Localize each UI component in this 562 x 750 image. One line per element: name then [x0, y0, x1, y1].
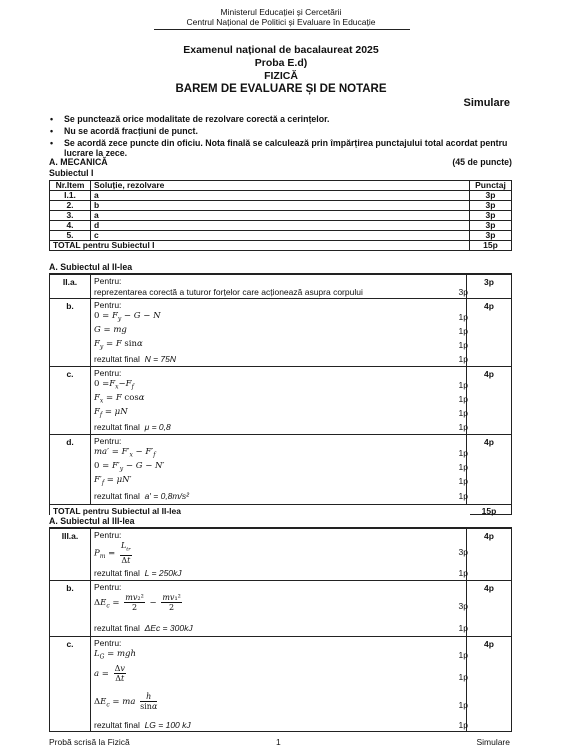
col-header-item: Nr.Item: [50, 181, 91, 191]
subiect3-label: A. Subiectul al III-lea: [49, 516, 135, 526]
formula: $F'_f = \mu N'$: [94, 475, 132, 487]
pentru-label: Pentru:: [94, 368, 122, 378]
footer-right: Simulare: [476, 737, 510, 747]
final-result: rezultat final ΔEc = 300kJ: [94, 623, 193, 633]
step-points: 1p: [458, 700, 468, 710]
pentru-label: Pentru:: [94, 276, 122, 286]
item-points: 3p: [470, 221, 512, 231]
ministry-name: Ministerul Educației și Cercetării: [220, 7, 342, 17]
section-a-label: A. MECANICĂ: [49, 157, 108, 167]
subiect1-label: Subiectul I: [49, 168, 94, 178]
step-points: 1p: [458, 354, 468, 364]
item-row-3b: [50, 580, 511, 636]
step-points: 1p: [458, 720, 468, 730]
item-id: 2.: [50, 201, 91, 211]
final-result: rezultat final LG = 100 kJ: [94, 720, 191, 730]
step-points: 1p: [458, 491, 468, 501]
item-answer: a: [91, 211, 470, 221]
center-name: Centrul Național de Politici și Evaluare în Educație: [186, 17, 376, 27]
footer-left: Probă scrisă la Fizică: [49, 737, 130, 747]
total-points: 15p: [481, 506, 497, 516]
item-points: 3p: [470, 231, 512, 241]
item-id: b.: [66, 583, 74, 593]
formula: G = mg: [94, 325, 127, 335]
item-row-3a: [50, 528, 511, 580]
step-points: 1p: [458, 672, 468, 682]
step-points: 3p: [458, 287, 468, 297]
table-row: [50, 221, 512, 231]
total-label: TOTAL pentru Subiectul al II-lea: [53, 506, 181, 516]
item-id: b.: [66, 301, 74, 311]
section-a-points: (45 de puncte): [452, 157, 512, 167]
item-points: 3p: [470, 201, 512, 211]
item-id: c.: [66, 369, 74, 379]
step-points: 1p: [458, 462, 468, 472]
table-row: [50, 191, 512, 201]
exam-title: Examenul național de bacalaureat 2025: [183, 44, 379, 56]
step-points: 1p: [458, 326, 468, 336]
final-result: rezultat final a′ = 0,8m/s²: [94, 491, 189, 501]
step-points: 1p: [458, 408, 468, 418]
solution-step: reprezentarea corectă a tuturor forțelor care acționează asupra corpului: [94, 287, 363, 297]
item-id: 5.: [50, 231, 91, 241]
item-points: 3p: [484, 277, 494, 287]
item-points: 3p: [470, 191, 512, 201]
item-row-2c: [50, 366, 511, 434]
step-points: 1p: [458, 568, 468, 578]
table-header-row: [50, 181, 512, 191]
subiect2-table: [49, 273, 512, 515]
formula: $0 = F'_y - G - N'$: [94, 461, 165, 473]
step-points: 1p: [458, 394, 468, 404]
col-header-solution: Soluție, rezolvare: [91, 181, 470, 191]
item-row-2a: [50, 274, 511, 298]
bullet-item: • Se punctează orice modalitate de rezolvare corectă a cerințelor.: [50, 114, 330, 124]
formula: $L_G$ = mgh: [94, 649, 136, 661]
step-points: 1p: [458, 380, 468, 390]
col-header-points: Punctaj: [470, 181, 512, 191]
item-answer: a: [91, 191, 470, 201]
item-id: I.1.: [50, 191, 91, 201]
pentru-label: Pentru:: [94, 436, 122, 446]
pentru-label: Pentru:: [94, 530, 122, 540]
item-points: 4p: [484, 301, 494, 311]
final-result: rezultat final N = 75N: [94, 354, 176, 364]
formula: $P_m$ = $\frac{L_{tr}}{\Delta t}$: [94, 541, 131, 565]
barem-title: BAREM DE EVALUARE ȘI DE NOTARE: [175, 83, 387, 95]
simulare-label: Simulare: [463, 97, 510, 109]
final-result: rezultat final μ = 0,8: [94, 422, 171, 432]
step-points: 3p: [458, 547, 468, 557]
total-label: TOTAL pentru Subiectul I: [50, 241, 470, 251]
table-row: [50, 231, 512, 241]
subiect2-label: A. Subiectul al II-lea: [49, 262, 133, 272]
table-row: [50, 201, 512, 211]
item-id: d.: [66, 437, 74, 447]
formula: $\Delta E_c$ = ma $\frac{h}{\sin\alpha}$: [94, 692, 158, 711]
item-points: 4p: [484, 583, 494, 593]
formula: $\Delta E_c$ = $\frac{\text{mv₂²}}{2}$ − $\frac{\text{mv₁²}}{2}$: [94, 593, 181, 612]
item-id: II.a.: [62, 277, 78, 287]
item-points: 3p: [470, 211, 512, 221]
item-id: 4.: [50, 221, 91, 231]
item-id: c.: [66, 639, 74, 649]
formula: $0 =F_x-F_f$: [94, 379, 134, 391]
formula: $F_y = F$ sinα: [94, 339, 143, 351]
item-answer: b: [91, 201, 470, 211]
item-id: III.a.: [61, 531, 79, 541]
total-row: [50, 241, 512, 251]
final-result: rezultat final L = 250kJ: [94, 568, 182, 578]
subject-title: FIZICĂ: [264, 70, 298, 82]
header-divider: [154, 29, 410, 30]
formula: $ma' = F'_x - F'_f$: [94, 447, 156, 459]
item-id: 3.: [50, 211, 91, 221]
subiect3-table: [49, 527, 512, 732]
formula: $0 = F_y - G - N$: [94, 311, 161, 323]
total-points: 15p: [470, 241, 512, 251]
step-points: 1p: [458, 623, 468, 633]
footer-page-number: 1: [276, 737, 281, 747]
pentru-label: Pentru:: [94, 638, 122, 648]
item-answer: d: [91, 221, 470, 231]
item-row-2d: [50, 434, 511, 504]
step-points: 1p: [458, 422, 468, 432]
formula: $F_f = \mu N$: [94, 407, 128, 419]
step-points: 1p: [458, 476, 468, 486]
item-row-2b: [50, 298, 511, 366]
item-points: 4p: [484, 369, 494, 379]
formula: a = $\frac{\Delta v}{\Delta t}$: [94, 664, 125, 683]
subiect1-table: [49, 180, 512, 251]
step-points: 1p: [458, 448, 468, 458]
item-points: 4p: [484, 531, 494, 541]
table-row: [50, 211, 512, 221]
pentru-label: Pentru:: [94, 300, 122, 310]
formula: $F_x = F$ cosα: [94, 393, 145, 405]
item-points: 4p: [484, 639, 494, 649]
step-points: 3p: [458, 601, 468, 611]
bullet-item: • Se acordă zece puncte din oficiu. Nota finală se calculează prin împărțirea punctajului total acordat pentru lucrare la zece.: [50, 138, 508, 158]
item-row-3c: [50, 636, 511, 733]
step-points: 1p: [458, 340, 468, 350]
item-points: 4p: [484, 437, 494, 447]
step-points: 1p: [458, 650, 468, 660]
pentru-label: Pentru:: [94, 582, 122, 592]
step-points: 1p: [458, 312, 468, 322]
page-header: [0, 7, 562, 27]
item-answer: c: [91, 231, 470, 241]
total-row: [50, 504, 511, 516]
proba-label: Proba E.d): [254, 57, 308, 69]
bullet-item: • Nu se acordă fracțiuni de punct.: [50, 126, 198, 136]
